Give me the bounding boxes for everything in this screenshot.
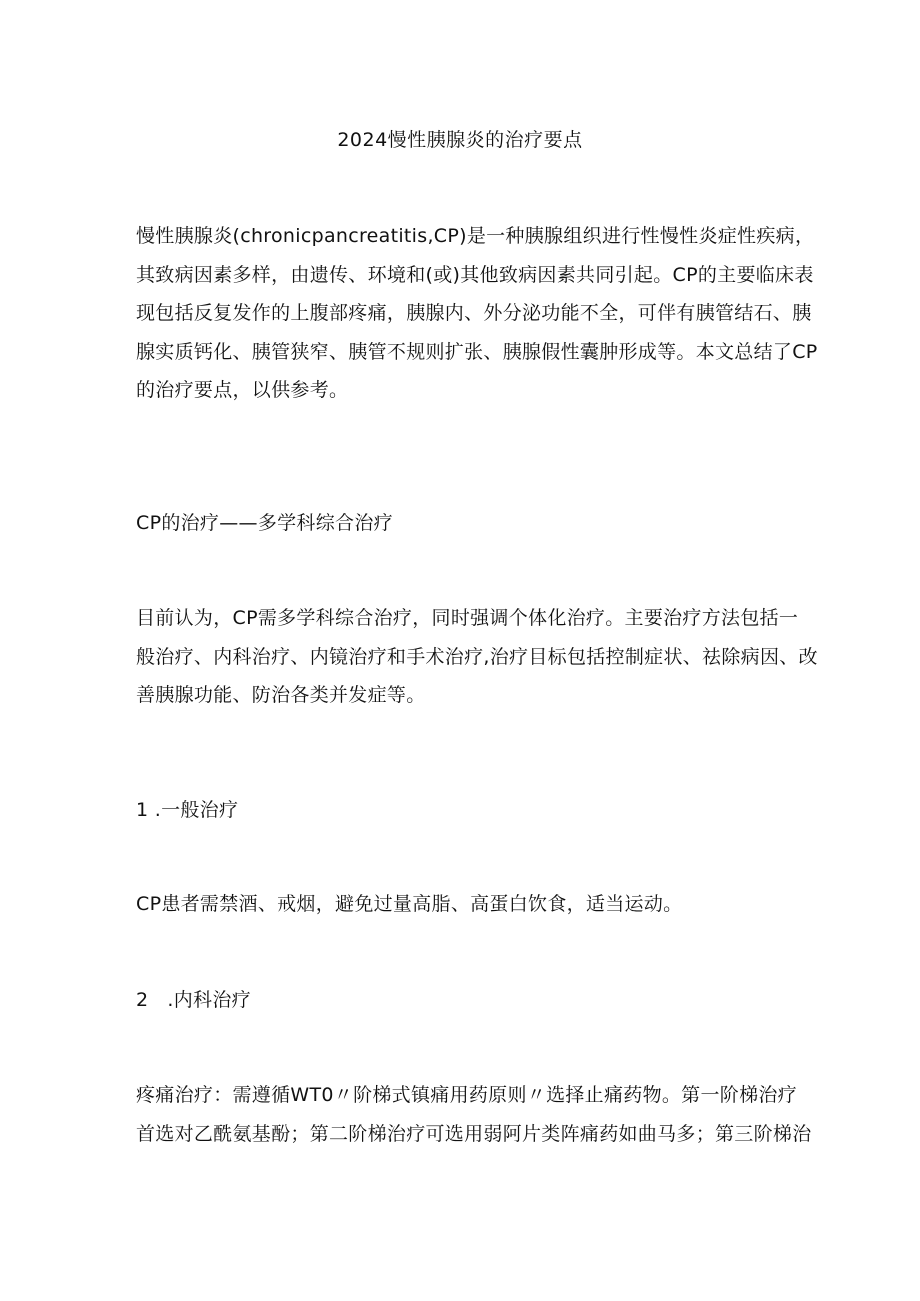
medical-line: 首选对乙酰氨基酚；第二阶梯治疗可选用弱阿片类阵痛药如曲马多；第三阶梯治 [136,1122,812,1145]
section-paragraph [136,599,818,715]
intro-line: 腺实质钙化、胰管狭窄、胰管不规则扩张、胰腺假性囊肿形成等。本文总结了CP [136,340,818,363]
intro-line: 其致病因素多样，由遗传、环境和(或)其他致病因素共同引起。CP的主要临床表 [136,263,814,286]
medical-line: 疼痛治疗：需遵循WT0〃阶梯式镇痛用药原则〃选择止痛药物。第一阶梯治疗 [136,1084,797,1106]
section-line: 般治疗、内科治疗、内镜治疗和手术治疗,治疗目标包括控制症状、祛除病因、改 [136,645,818,668]
subsection-heading-medical: 2 .内科治疗 [136,989,251,1011]
subsection-text-general: CP患者需禁酒、戒烟，避免过量高脂、高蛋白饮食，适当运动。 [136,893,683,915]
intro-line: 现包括反复发作的上腹部疼痛，胰腺内、外分泌功能不全，可伴有胰管结石、胰 [136,302,812,324]
section-heading: CP的治疗——多学科综合治疗 [136,512,393,534]
section-line: 善胰腺功能、防治各类并发症等。 [136,684,426,706]
subsection-paragraph-medical [136,1076,812,1153]
section-line: 目前认为，CP需多学科综合治疗，同时强调个体化治疗。主要治疗方法包括一 [136,607,799,629]
intro-paragraph [136,217,818,410]
subsection-heading-general: 1 .一般治疗 [136,799,239,821]
intro-line: 慢性胰腺炎(chronicpancreatitis,CP)是一种胰腺组织进行性慢性炎症性疾病， [136,225,815,247]
intro-line: 的治疗要点，以供参考。 [136,379,349,401]
document-title: 2024慢性胰腺炎的治疗要点 [337,129,583,151]
